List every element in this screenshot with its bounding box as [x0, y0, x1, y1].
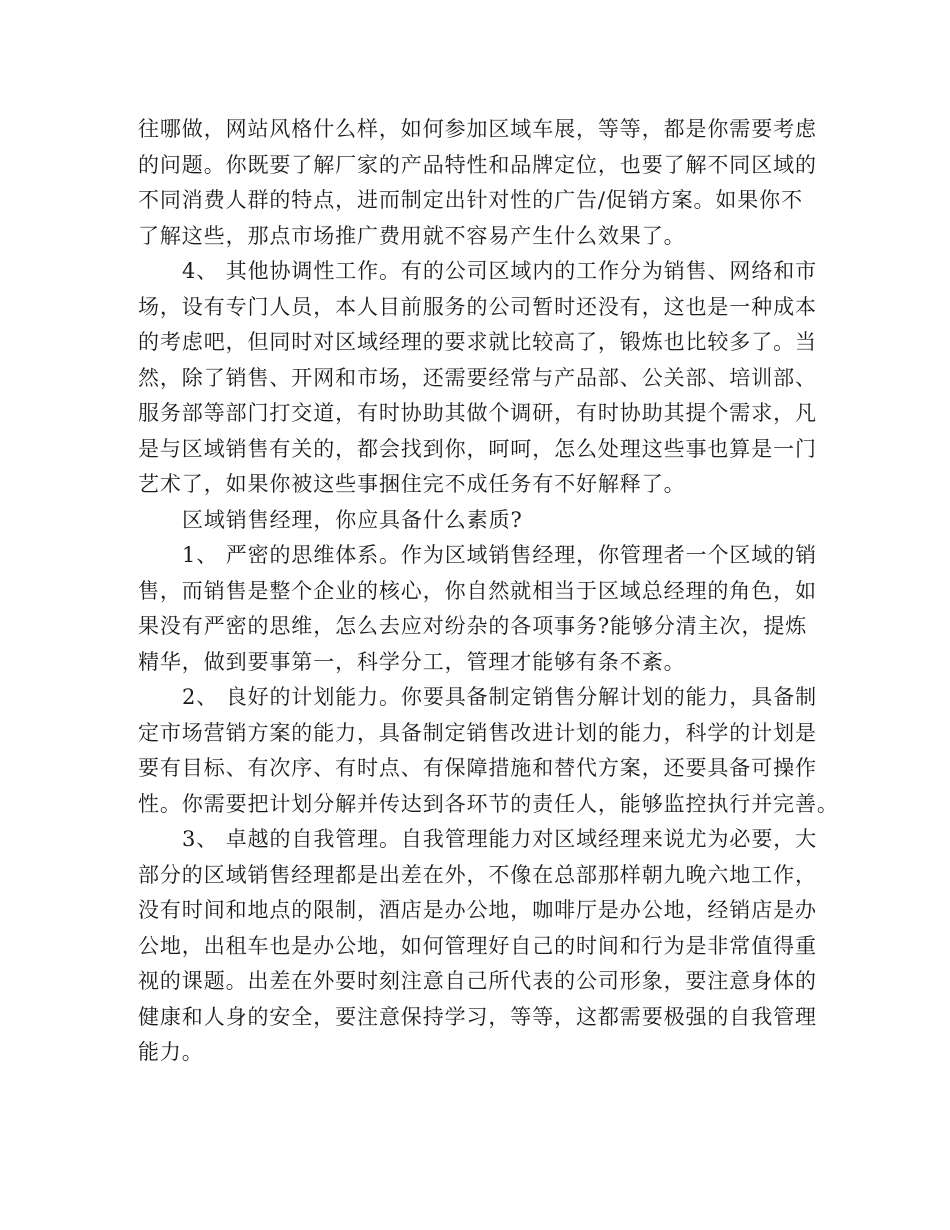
text-line: 往哪做，网站风格什么样，如何参加区域车展，等等，都是你需要考虑 [138, 117, 817, 141]
text-line: 定市场营销方案的能力，具备制定销售改进计划的能力，科学的计划是 [138, 720, 817, 745]
text-line: 服务部等部门打交道，有时协助其做个调研，有时协助其提个需求，凡 [138, 401, 817, 425]
text-line: 售，而销售是整个企业的核心，你自然就相当于区域总经理的角色，如 [138, 578, 817, 603]
text-line: 不同消费人群的特点，进而制定出针对性的广告/促销方案。如果你不 [138, 188, 803, 212]
text-line: 艺术了，如果你被这些事捆住完不成任务有不好解释了。 [138, 472, 686, 496]
text-line: 1、 严密的思维体系。作为区域销售经理，你管理者一个区域的销 [182, 543, 818, 567]
text-line: 能力。 [138, 1040, 204, 1064]
text-line: 精华，做到要事第一，科学分工，管理才能够有条不紊。 [138, 649, 686, 674]
text-line: 是与区域销售有关的，都会找到你，呵呵，怎么处理这些事也算是一门 [138, 436, 817, 461]
text-line: 然，除了销售、开网和市场，还需要经常与产品部、公关部、培训部、 [138, 365, 817, 390]
text-line: 果没有严密的思维，怎么去应对纷杂的各项事务?能够分清主次，提炼 [138, 614, 808, 638]
text-line: 3、 卓越的自我管理。自我管理能力对区域经理来说尤为必要，大 [182, 827, 818, 851]
text-line: 场，设有专门人员，本人目前服务的公司暂时还没有，这也是一种成本 [138, 294, 817, 319]
text-line: 部分的区域销售经理都是出差在外，不像在总部那样朝九晚六地工作， [138, 862, 817, 887]
text-line: 4、 其他协调性工作。有的公司区域内的工作分为销售、网络和市 [182, 259, 818, 283]
text-line: 性。你需要把计划分解并传达到各环节的责任人，能够监控执行并完善。 [138, 791, 839, 816]
text-line: 了解这些，那点市场推广费用就不容易产生什么效果了。 [138, 223, 686, 248]
text-line: 的考虑吧，但同时对区域经理的要求就比较高了，锻炼也比较多了。当 [138, 330, 817, 354]
text-line: 的问题。你既要了解厂家的产品特性和品牌定位，也要了解不同区域的 [138, 152, 817, 177]
text-line: 2、 良好的计划能力。你要具备制定销售分解计划的能力，具备制 [182, 685, 818, 709]
document-body [138, 112, 839, 1071]
text-line: 没有时间和地点的限制，酒店是办公地，咖啡厅是办公地，经销店是办 [138, 898, 817, 922]
text-line: 健康和人身的安全，要注意保持学习，等等，这都需要极强的自我管理 [138, 1004, 817, 1029]
text-line: 要有目标、有次序、有时点、有保障措施和替代方案，还要具备可操作 [138, 756, 817, 780]
text-line: 公地，出租车也是办公地，如何管理好自己的时间和行为是非常值得重 [138, 933, 817, 958]
text-line: 区域销售经理，你应具备什么素质? [182, 507, 523, 532]
text-line: 视的课题。出差在外要时刻注意自己所代表的公司形象，要注意身体的 [138, 969, 817, 993]
